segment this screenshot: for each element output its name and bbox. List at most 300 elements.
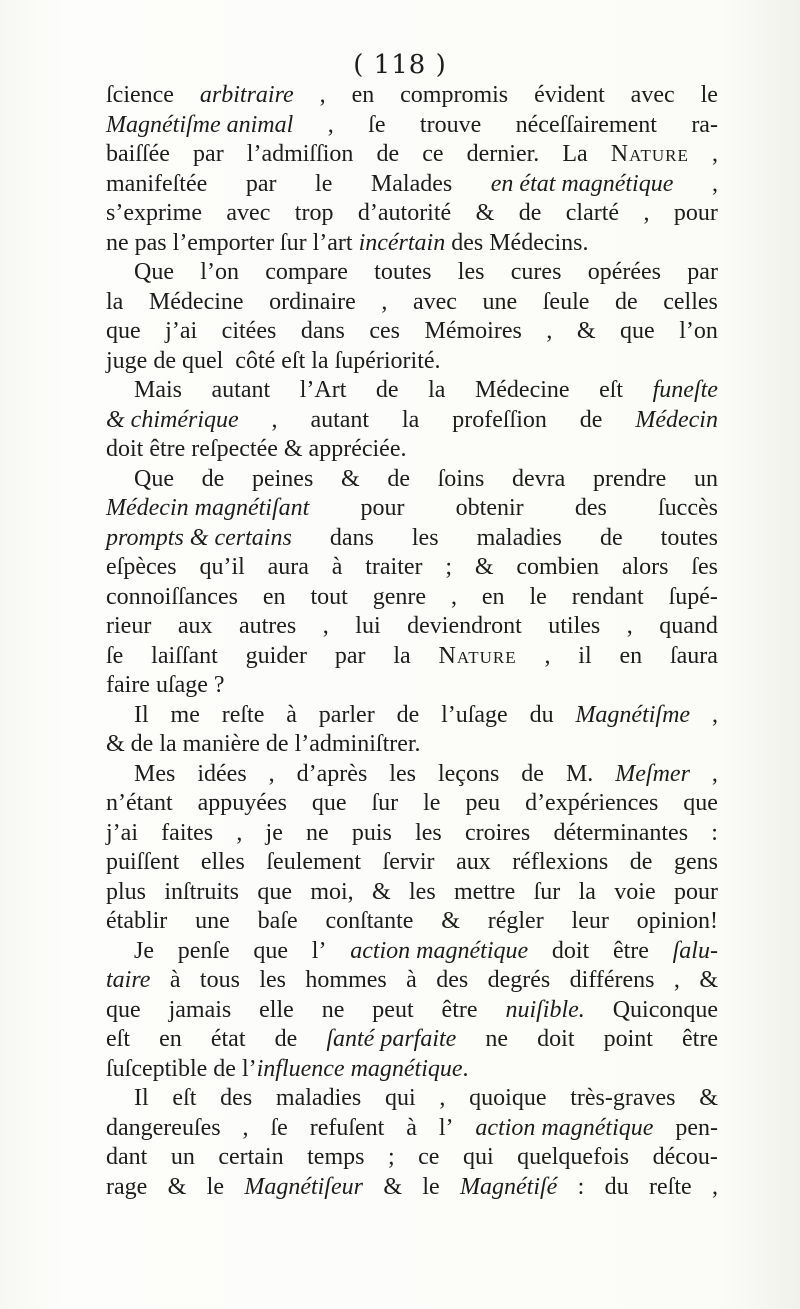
word: point (603, 1026, 653, 1052)
word: de (375, 377, 399, 403)
word: , (626, 613, 633, 639)
text-line (106, 702, 718, 732)
word: un (693, 465, 718, 492)
word: le (423, 790, 441, 816)
word: voie (614, 878, 656, 905)
text-line (106, 1085, 718, 1115)
text-line (106, 790, 718, 820)
word: être (612, 937, 649, 964)
word: , (322, 613, 329, 639)
word: de (274, 1026, 298, 1052)
word: toutes (660, 524, 718, 551)
word: Quiconque (612, 996, 718, 1023)
word: les (389, 760, 416, 787)
word: que (620, 318, 655, 344)
word: penſe (177, 937, 230, 964)
word: Magnétiſme animal (106, 111, 294, 138)
text-line (106, 849, 718, 879)
word: la (106, 288, 124, 315)
word: arbitraire (199, 82, 294, 108)
word: , (268, 760, 275, 787)
body-text (106, 82, 718, 1203)
word: faire uſage ? (106, 672, 225, 698)
text-line (106, 200, 718, 230)
word: celles (663, 288, 718, 315)
word: incértain (358, 229, 446, 256)
word: ; (445, 554, 453, 580)
word: les (411, 524, 439, 551)
word: refuſent (309, 1114, 385, 1141)
word: la (428, 377, 446, 403)
word: de (629, 849, 653, 875)
word: Mais (134, 377, 182, 403)
word: influence magnétique (256, 1055, 463, 1082)
word: & (167, 1173, 187, 1200)
word: que (257, 878, 292, 905)
word: le (422, 1173, 440, 1200)
word: quand (659, 613, 718, 639)
word: ſuſceptible de l’ (106, 1055, 257, 1082)
word: à (406, 1114, 417, 1141)
word: baſe (257, 908, 298, 934)
word: ſervir (382, 849, 435, 875)
word: avec (630, 82, 675, 108)
word: Que (134, 259, 174, 285)
word: puis (351, 819, 392, 846)
word: de (615, 288, 638, 315)
word: peu (465, 790, 501, 816)
word: genre (372, 583, 427, 610)
word: profeſſion (452, 406, 547, 433)
word: action magnétique (350, 937, 529, 964)
word: autant (310, 406, 370, 433)
word: , (712, 1173, 718, 1200)
word: de (387, 465, 410, 492)
text-line (106, 731, 718, 761)
word: décou- (652, 1144, 718, 1170)
word: croires (464, 819, 531, 846)
word: de (521, 760, 544, 787)
text-line (106, 289, 718, 319)
word: , (711, 170, 718, 197)
word: dans (329, 524, 374, 551)
word: l’ (311, 937, 327, 964)
word: lui (355, 613, 381, 639)
word: une (482, 288, 518, 315)
word: opinion! (636, 908, 718, 934)
text-line (106, 1056, 718, 1086)
word: Il (134, 1085, 149, 1111)
text-line (106, 141, 718, 171)
word: , (439, 1085, 446, 1111)
word: à (286, 701, 297, 728)
word: faites (161, 819, 214, 846)
word: trop (294, 200, 334, 226)
word: Malades (370, 170, 453, 197)
text-line (106, 259, 718, 289)
word: Magnétiſeur (244, 1173, 363, 1200)
text-line (106, 171, 718, 201)
word: ſaura (669, 642, 718, 669)
word: ordinaire (269, 288, 356, 315)
word: , (643, 200, 650, 226)
word: une (195, 908, 230, 934)
word: elle (259, 996, 294, 1023)
word: en (481, 583, 505, 610)
word: qui (462, 1144, 494, 1170)
word: : (577, 1173, 585, 1200)
word: des Médecins. (445, 229, 589, 256)
word: évident (534, 82, 605, 108)
page-number: ( 118 ) (353, 50, 447, 80)
word: rieur (106, 613, 152, 639)
text-line (106, 436, 718, 466)
word: du (604, 1173, 629, 1200)
text-line (106, 908, 718, 938)
word: l’on (200, 259, 239, 285)
word: Mémoires (424, 318, 522, 344)
text-line (106, 1174, 718, 1204)
word: doit (537, 1026, 575, 1052)
word: un (170, 1144, 195, 1170)
text-line (106, 82, 718, 112)
word: l’Art (299, 377, 347, 403)
word: devra (512, 465, 566, 492)
word: degrés (487, 967, 551, 993)
word: Je (134, 937, 154, 964)
word: citées (221, 318, 277, 344)
word: & (383, 1173, 402, 1200)
word: & de la manière de l’adminiſtrer. (106, 731, 421, 757)
word: ra- (691, 111, 718, 138)
word: deviendront (407, 613, 522, 639)
word: n’étant (106, 790, 173, 816)
word: reſte (221, 701, 265, 728)
word: Nature (610, 141, 689, 167)
word: l’ (438, 1114, 454, 1141)
word: Médecin (635, 406, 718, 433)
word: eſt (106, 1026, 130, 1052)
word: , (242, 1114, 249, 1141)
text-line (106, 466, 718, 496)
text-line (106, 1026, 718, 1056)
text-line (106, 495, 718, 525)
text-line (106, 230, 718, 260)
word: certain (218, 1144, 284, 1170)
word: ſupé- (668, 583, 718, 610)
word: toutes (374, 259, 432, 285)
word: pour (673, 878, 718, 905)
word: le (315, 170, 333, 197)
word: aux (177, 613, 213, 639)
word: en (619, 642, 643, 669)
word: & (441, 908, 460, 934)
word: moi, (310, 878, 354, 905)
word: idées (197, 760, 247, 787)
word: dant (106, 1144, 148, 1170)
word: ſe (106, 642, 124, 669)
text-line (106, 643, 718, 673)
word: leçons (437, 760, 500, 787)
word: les (409, 878, 436, 905)
word: il (578, 642, 592, 669)
text-line (106, 967, 718, 997)
word: le (206, 1173, 224, 1200)
word: & chimérique (106, 406, 239, 433)
word: manifeſtée (106, 170, 208, 197)
word: nuiſible. (505, 996, 585, 1023)
word: ſcience (106, 82, 174, 108)
word: la (578, 878, 596, 905)
word: l’on (679, 318, 718, 344)
word: prompts & certains (106, 524, 292, 551)
word: des (220, 1085, 253, 1111)
word: juge de quel côté eſt la ſupériorité. (106, 347, 441, 374)
word: jamais (168, 996, 232, 1023)
text-line (106, 820, 718, 850)
word: , (236, 819, 243, 846)
word: ces (369, 318, 400, 344)
word: aux (456, 849, 491, 875)
word: ſoins (437, 465, 485, 492)
word: le (700, 82, 718, 108)
word: des (436, 967, 469, 993)
word: conſtante (325, 908, 414, 934)
word: Médecine (148, 288, 244, 315)
word: alors (621, 554, 669, 580)
word: régler (487, 908, 544, 934)
word: ne (321, 996, 345, 1023)
text-line (106, 1115, 718, 1145)
word: déterminantes (553, 819, 689, 846)
word: gens (673, 849, 718, 875)
word: ce (418, 1144, 440, 1170)
word: , (319, 82, 326, 108)
word: ce (422, 141, 444, 167)
word: & (699, 1085, 718, 1111)
word: avec (412, 288, 457, 315)
word: la (402, 406, 420, 433)
word: rendant (571, 583, 644, 610)
word: ſur (371, 790, 399, 816)
word: établir (106, 908, 168, 934)
word: en état magnétique (490, 170, 674, 197)
word: La (562, 141, 588, 167)
word: doit (551, 937, 590, 964)
word: Magnétiſé (460, 1173, 558, 1200)
word: de (201, 465, 225, 492)
word: trouve (419, 111, 482, 138)
word: dans (300, 318, 345, 344)
word: temps (307, 1144, 365, 1170)
text-line (106, 407, 718, 437)
word: eſt (172, 1085, 197, 1111)
word: cures (510, 259, 562, 285)
word: funeſte (652, 377, 718, 403)
word: guider (245, 642, 307, 669)
word: réflexions (512, 849, 609, 875)
word: Il (134, 701, 149, 728)
word: compromis (400, 82, 509, 108)
word: M. (565, 760, 594, 787)
word: puiſſent (106, 849, 180, 875)
word: Nature (438, 642, 517, 669)
word: le (529, 583, 547, 610)
word: leur (571, 908, 609, 934)
word: , (327, 111, 334, 138)
word: autres (238, 613, 297, 639)
word: ſeulement (266, 849, 362, 875)
word: à (169, 967, 181, 993)
word: que (106, 318, 141, 344)
word: d’autorité (357, 200, 452, 226)
word: ne (306, 819, 329, 846)
word: combien (516, 554, 599, 580)
word: pour (673, 200, 718, 226)
word: maladies (275, 1085, 362, 1111)
word: ſuccès (658, 495, 718, 521)
word: j’ai (165, 318, 198, 344)
word: tous (199, 967, 240, 993)
word: , (711, 760, 718, 787)
word: peines (251, 465, 314, 492)
word: par (334, 642, 366, 669)
word: que (106, 996, 141, 1023)
text-line (106, 318, 718, 348)
text-line (106, 584, 718, 614)
word: & (474, 554, 494, 580)
word: différens (569, 967, 655, 993)
text-line (106, 997, 718, 1027)
word: , (271, 406, 278, 433)
word: hommes (305, 967, 387, 993)
word: elles (200, 849, 245, 875)
word: ne (485, 1026, 509, 1052)
word: Magnétiſme (575, 701, 691, 728)
word: compare (265, 259, 348, 285)
word: ſes (691, 554, 718, 580)
word: taire (106, 967, 151, 993)
word: tout (310, 583, 348, 610)
word: ſur (533, 878, 561, 905)
word: Mes (134, 760, 176, 787)
word: , (673, 967, 680, 993)
text-line (106, 613, 718, 643)
word: & (475, 200, 495, 226)
word: je (265, 819, 283, 846)
word: par (193, 141, 224, 167)
word: prendre (592, 465, 667, 492)
text-line (106, 112, 718, 142)
text-line (106, 761, 718, 791)
word: , (546, 318, 553, 344)
word: l’uſage (441, 701, 508, 728)
text-line (106, 554, 718, 584)
word: action magnétique (475, 1114, 654, 1141)
word: : (711, 819, 718, 846)
word: qu’il (199, 554, 245, 580)
word: ſalu- (672, 937, 718, 964)
word: à (331, 554, 343, 580)
word: de (376, 141, 400, 167)
word: de (518, 200, 542, 226)
word: dangereuſes (106, 1114, 221, 1141)
word: plus (106, 878, 147, 905)
text-line (106, 1144, 718, 1174)
text-line (106, 938, 718, 968)
word: d’après (296, 760, 368, 787)
text-line (106, 348, 718, 378)
word: que (683, 790, 718, 816)
word: Meſmer (615, 760, 690, 787)
word: de (396, 701, 420, 728)
word: Que (134, 465, 174, 492)
word: pour (360, 495, 405, 521)
word: doit être reſpectée & appréciée. (106, 436, 407, 462)
word: j’ai (106, 819, 138, 846)
word: ſe (270, 1114, 288, 1141)
word: que (311, 790, 347, 816)
word: de (599, 524, 623, 551)
word: utiles (548, 613, 601, 639)
word: ſe (368, 111, 386, 138)
word: ne pas l’emporter ſur l’art (106, 229, 359, 256)
word: en (351, 82, 375, 108)
word: ſanté parfaite (326, 1026, 457, 1052)
word: laiſſant (151, 642, 218, 669)
word: la (393, 642, 411, 669)
word: parler (318, 701, 375, 728)
word: rage (106, 1173, 148, 1200)
word: s’exprime (106, 200, 202, 226)
word: opérées (587, 259, 661, 285)
word: & (372, 878, 391, 905)
word: obtenir (455, 495, 524, 521)
word: Médecin magnétiſant (106, 495, 310, 521)
word: me (170, 701, 200, 728)
word: les (457, 259, 485, 285)
word: eſpèces (106, 554, 177, 580)
word: les (259, 967, 286, 993)
word: du (529, 701, 554, 728)
word: ; (387, 1144, 395, 1170)
word: & (699, 967, 718, 993)
word: & (340, 465, 360, 492)
word: par (687, 259, 718, 285)
word: très-graves (570, 1085, 676, 1111)
text-line (106, 879, 718, 909)
word: , (544, 642, 551, 669)
word: ſeule (542, 288, 590, 315)
text-line (106, 525, 718, 555)
word: des (574, 495, 607, 521)
word: maladies (476, 524, 562, 551)
word: clarté (565, 200, 620, 226)
word: & (576, 318, 596, 344)
word: appuyées (197, 790, 287, 816)
word: mettre (454, 878, 516, 905)
word: inſtruits (164, 878, 240, 905)
word: de (579, 406, 603, 433)
word: quelquefois (517, 1144, 630, 1170)
word: Médecine (474, 377, 570, 403)
word: état (210, 1026, 246, 1052)
word: par (245, 170, 277, 197)
word: dernier. (466, 141, 540, 167)
word: l’admiſſion (246, 141, 354, 167)
word: , (381, 288, 388, 315)
word: avec (226, 200, 271, 226)
